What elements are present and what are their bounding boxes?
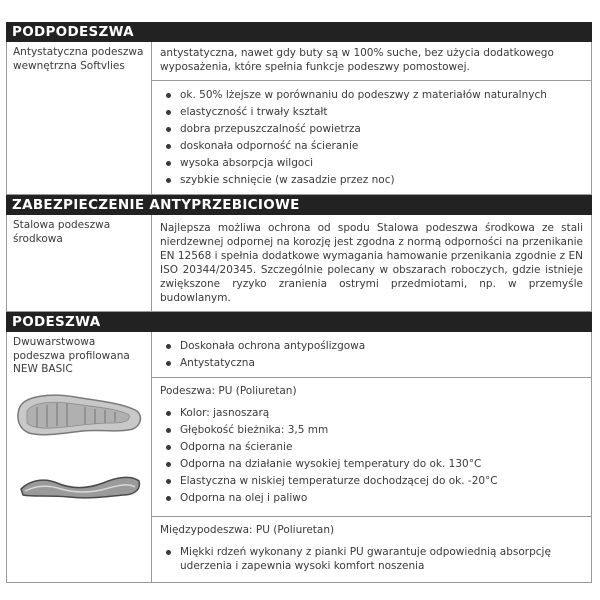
list-item: Głębokość bieżnika: 3,5 mm xyxy=(180,423,583,437)
list-item: szybkie schnięcie (w zasadzie przez noc) xyxy=(180,173,583,187)
section-row-podeszwa xyxy=(6,332,592,583)
section-left-label: Stalowa podeszwa środkowa xyxy=(7,215,152,311)
list-item: dobra przepuszczalność powietrza xyxy=(180,122,583,136)
list-item: Doskonała ochrona antypoślizgowa xyxy=(180,339,583,353)
spec-sheet xyxy=(6,22,592,583)
outsole-block xyxy=(152,378,591,517)
section-content xyxy=(152,215,591,311)
feature-list xyxy=(152,80,591,194)
list-item: wysoka absorpcja wilgoci xyxy=(180,156,583,170)
list-item: Elastyczna w niskiej temperaturze dochodzącej do ok. -20°C xyxy=(180,474,583,488)
sole-images xyxy=(13,385,145,505)
section-header-podeszwa: PODESZWA xyxy=(6,312,592,332)
list-item: doskonała odporność na ścieranie xyxy=(180,139,583,153)
midsole-block xyxy=(152,517,591,582)
outsole-title: Podeszwa: PU (Poliuretan) xyxy=(160,385,297,397)
section-content xyxy=(152,332,591,582)
sole-tread-image xyxy=(13,385,145,505)
section-left-label: Antystatyczna podeszwa wewnętrzna Softvlies xyxy=(7,42,152,194)
feature-list xyxy=(152,400,591,516)
sole-features-block xyxy=(152,332,591,378)
intro-text: antystatyczna, nawet gdy buty są w 100% suche, bez użycia dodatkowego wyposażenia, które spełnia funkcje podeszwy pomostowej. xyxy=(160,47,554,73)
section-left-column xyxy=(7,332,152,582)
list-item: ok. 50% lżejsze w porównaniu do podeszwy z materiałów naturalnych xyxy=(180,88,583,102)
midsole-title: Międzypodeszwa: PU (Poliuretan) xyxy=(160,524,335,536)
section-header-zabezpieczenie: ZABEZPIECZENIE ANTYPRZEBICIOWE xyxy=(6,195,592,215)
section-left-label: Dwuwarstwowa podeszwa profilowana NEW BASIC xyxy=(13,336,130,375)
list-item: Odporna na działanie wysokiej temperatury do ok. 130°C xyxy=(180,457,583,471)
list-item: Odporna na olej i paliwo xyxy=(180,491,583,505)
list-item: Antystatyczna xyxy=(180,356,583,370)
section-header-podpodeszwa: PODPODESZWA xyxy=(6,22,592,42)
list-item: Odporna na ścieranie xyxy=(180,440,583,454)
feature-list xyxy=(152,539,591,582)
list-item: Miękki rdzeń wykonany z pianki PU gwarantuje odpowiednią absorpcję uderzenia i zapewnia wysoki komfort noszenia xyxy=(180,545,583,573)
list-item: elastyczność i trwały kształt xyxy=(180,105,583,119)
section-row-podpodeszwa xyxy=(6,42,592,195)
feature-list xyxy=(152,332,591,377)
description-text: Najlepsza możliwa ochrona od spodu Stalowa podeszwa środkowa ze stali nierdzewnej odpornej na korozję jest zgodna z normą odporności na przenikanie EN 12568 i spełnia dodatkowe wymagania hamowanie przenikania zgodnie z EN ISO 20344/20345. Szczególnie polecany w obszarach roboczych, gdzie istnieje zwiększone ryzyko zranienia ostrymi przedmiotami, np. w przemyśle budowlanym. xyxy=(160,222,583,304)
list-item: Kolor: jasnoszarą xyxy=(180,406,583,420)
section-content xyxy=(152,42,591,194)
section-row-zabezpieczenie xyxy=(6,215,592,312)
